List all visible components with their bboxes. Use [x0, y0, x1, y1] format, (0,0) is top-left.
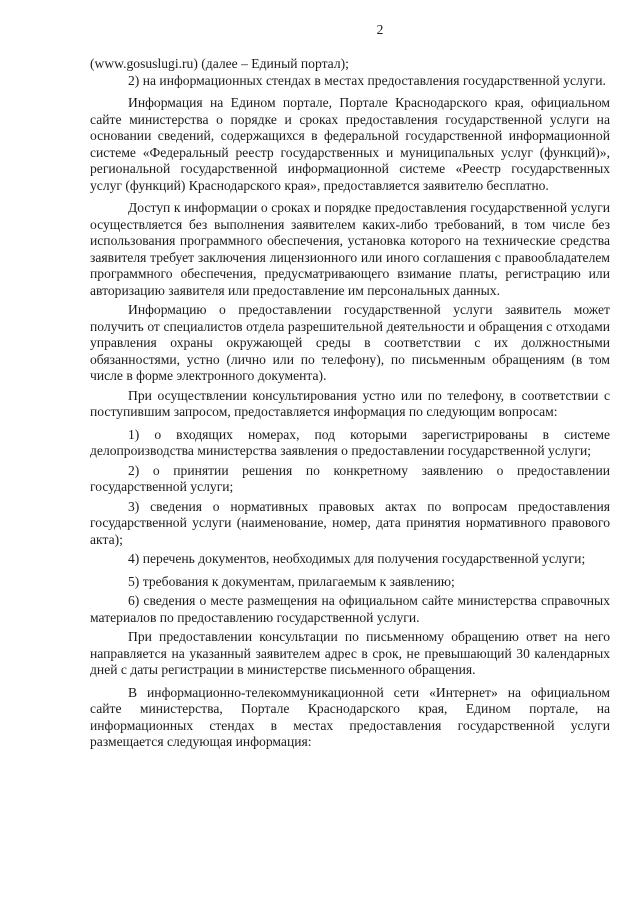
page-number: 2	[376, 22, 384, 37]
paragraph: 2) о принятии решения по конкретному заявлению о предоставлении государственной услуги;	[90, 462, 610, 494]
paragraph: Доступ к информации о сроках и порядке предоставления государственной услуги осуществляется без выполнения заявителем каких-либо требований, в том числе без использования программного обеспечения, установка которого на технические средства заявителя требует заключения лицензионного или иного соглашения с правообладателем программного обеспечения, предусматривающего взимание платы, регистрацию или авторизацию заявителя или предоставление им персональных данных.	[90, 200, 610, 298]
paragraph: 1) о входящих номерах, под которыми зарегистрированы в системе делопроизводства министерства заявления о предоставлении государственной услуги;	[90, 426, 610, 458]
document-body	[90, 56, 610, 751]
paragraph: 3) сведения о нормативных правовых актах по вопросам предоставления государственной услуги (наименование, номер, дата принятия нормативного правового акта);	[90, 498, 610, 547]
paragraph: При осуществлении консультирования устно или по телефону, в соответствии с поступившим запросом, предоставляется информация по следующим вопросам:	[90, 387, 610, 419]
paragraph: 4) перечень документов, необходимых для получения государственной услуги;	[128, 551, 586, 566]
paragraph: Информация на Едином портале, Портале Краснодарского края, официальном сайте министерства о порядке и сроках предоставления государственной услуги на основании сведений, содержащихся в федеральной государственной информационной системе «Федеральный реестр государственных и муниципальных услуг (функций)», региональной государственной информационной системе «Реестр государственных услуг (функций) Краснодарского края», предоставляется заявителю бесплатно.	[90, 95, 610, 193]
paragraph: 2) на информационных стендах в местах предоставления государственной услуги.	[128, 72, 606, 88]
paragraph: 6) сведения о месте размещения на официальном сайте министерства справочных материалов по предоставлению государственной услуги.	[90, 593, 610, 625]
paragraph: 5) требования к документам, прилагаемым к заявлению;	[128, 573, 455, 589]
paragraph: Информацию о предоставлении государственной услуги заявитель может получить от специалистов отдела разрешительной деятельности и обращения с отходами управления охраны окружающей среды в соответствии с их должностными обязанностями, устно (лично или по телефону), по письменным обращениям (в том числе в форме электронного документа).	[90, 302, 610, 383]
paragraph: (www.gosuslugi.ru) (далее – Единый портал);	[90, 56, 349, 71]
paragraph: При предоставлении консультации по письменному обращению ответ на него направляется на указанный заявителем адрес в срок, не превышающий 30 календарных дней с даты регистрации в министерстве письменного обращения.	[90, 629, 610, 677]
paragraph: В информационно-телекоммуникационной сети «Интернет» на официальном сайте министерства, Портале Краснодарского края, Едином портале, на информационных стендах в местах предоставления государственной услуги размещается следующая информация:	[90, 684, 610, 749]
